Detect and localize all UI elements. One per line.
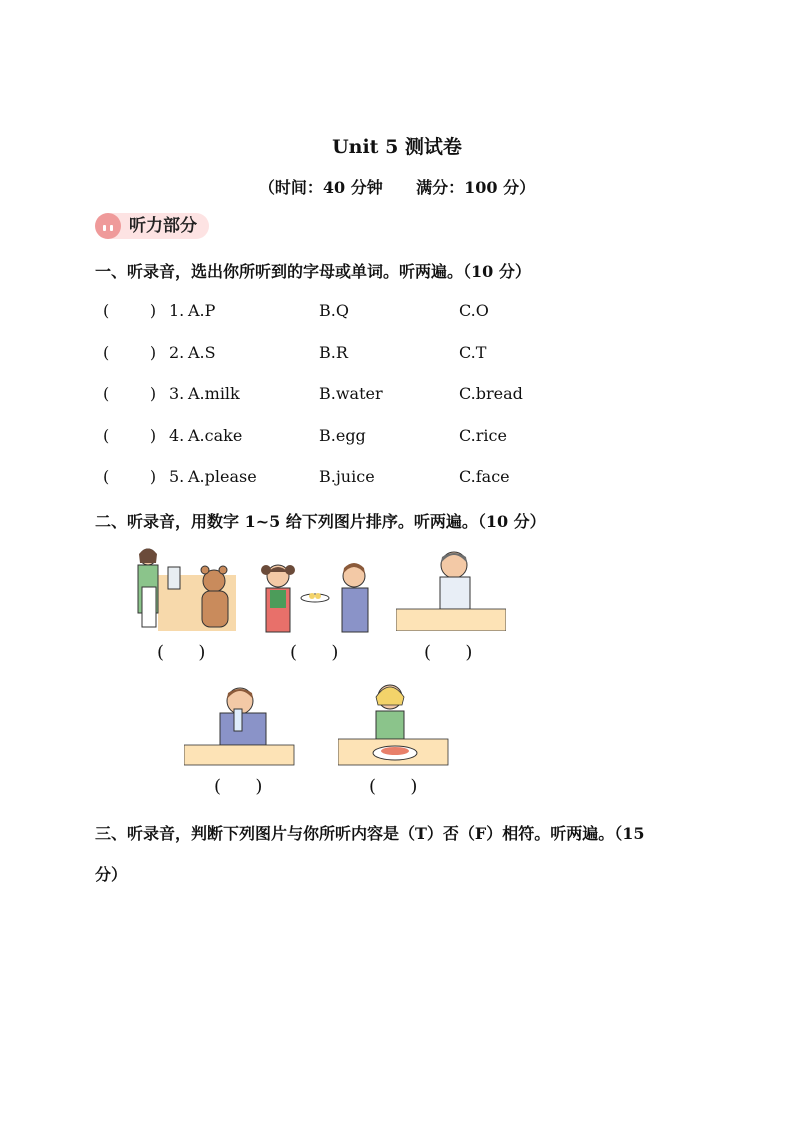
headphone-icon (95, 213, 121, 239)
question-number: 1. (169, 301, 185, 320)
question-number: 5. (169, 467, 185, 486)
option-c: C.T (459, 343, 487, 362)
answer-bracket[interactable]: ( ) (103, 301, 157, 320)
answer-blank[interactable]: ( ) (157, 642, 206, 663)
answer-blank[interactable]: ( ) (214, 776, 263, 797)
waitress-and-bear-picture (128, 545, 240, 633)
girl-eating-picture (338, 681, 450, 767)
question-number: 3. (169, 384, 185, 403)
option-a: A.P (188, 301, 216, 320)
option-c: C.face (459, 467, 510, 486)
option-a: A.milk (188, 384, 240, 403)
option-b: B.water (319, 384, 383, 403)
answer-blank[interactable]: ( ) (290, 642, 339, 663)
section1-heading: 一、听录音，选出你所听到的字母或单词。听两遍。（10 分） (95, 262, 531, 281)
boy-drinking-picture (184, 683, 296, 767)
answer-blank[interactable]: ( ) (424, 642, 473, 663)
option-c: C.O (459, 301, 489, 320)
option-b: B.Q (319, 301, 349, 320)
section3-heading-cont: 分） (95, 865, 128, 884)
question-number: 2. (169, 343, 185, 362)
plate-handover-picture (260, 560, 375, 633)
option-c: C.rice (459, 426, 507, 445)
page-title: Unit 5 测试卷 (332, 136, 462, 158)
answer-bracket[interactable]: ( ) (103, 343, 157, 362)
exam-info: （时间：40 分钟 满分：100 分） (258, 178, 536, 197)
option-b: B.juice (319, 467, 375, 486)
answer-bracket[interactable]: ( ) (103, 467, 157, 486)
badge-label: 听力部分 (111, 213, 209, 239)
listening-badge (95, 212, 209, 240)
answer-bracket[interactable]: ( ) (103, 426, 157, 445)
option-b: B.R (319, 343, 348, 362)
boy-eating-picture (396, 547, 506, 631)
section2-heading: 二、听录音，用数字 1~5 给下列图片排序。听两遍。（10 分） (95, 512, 546, 531)
option-b: B.egg (319, 426, 366, 445)
answer-bracket[interactable]: ( ) (103, 384, 157, 403)
option-c: C.bread (459, 384, 523, 403)
section3-heading: 三、听录音，判断下列图片与你所听内容是（T）否（F）相符。听两遍。（15 (95, 824, 645, 843)
question-number: 4. (169, 426, 185, 445)
option-a: A.please (188, 467, 257, 486)
answer-blank[interactable]: ( ) (369, 776, 418, 797)
option-a: A.cake (188, 426, 243, 445)
option-a: A.S (188, 343, 216, 362)
